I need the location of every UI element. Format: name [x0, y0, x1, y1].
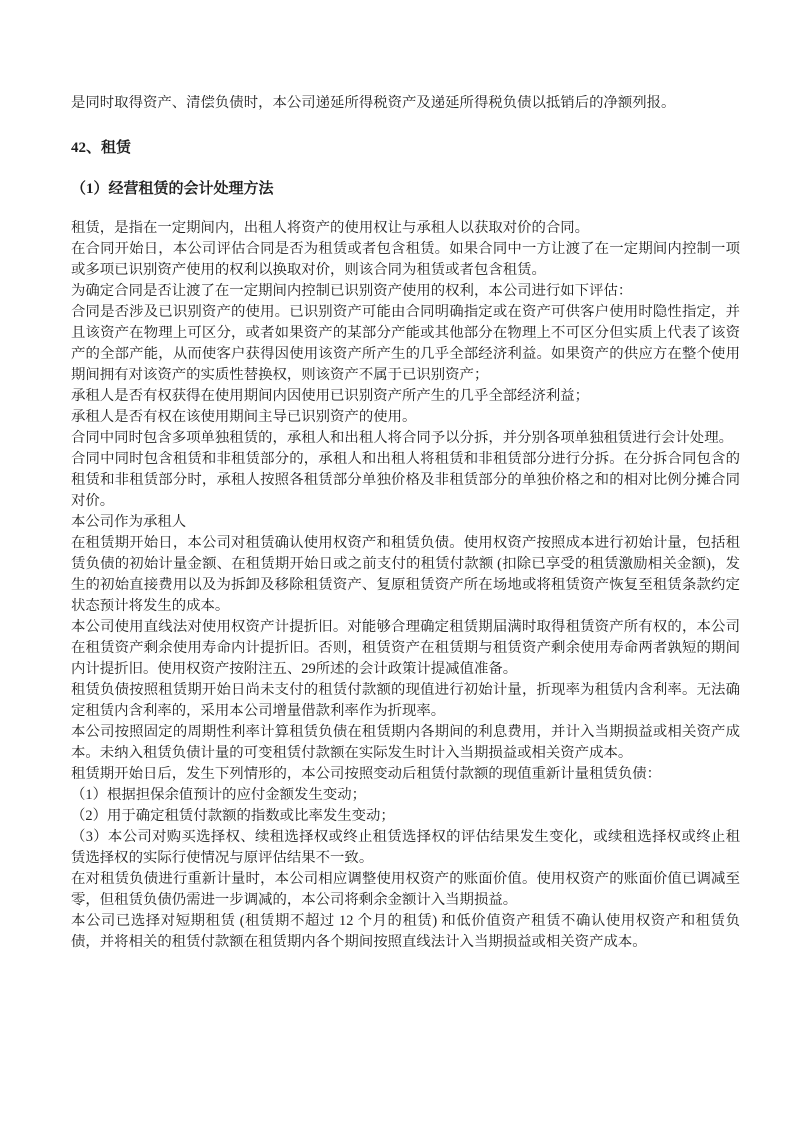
- body-paragraph: 本公司已选择对短期租赁 (租赁期不超过 12 个月的租赁) 和低价值资产租赁不确认使用权资产和租赁负债，并将相关的租赁付款额在租赁期内各个期间按照直线法计入当期损益或相关资产成本。: [71, 913, 740, 950]
- intro-paragraph: 是同时取得资产、清偿负债时，本公司递延所得税资产及递延所得税负债以抵销后的净额列报。: [71, 95, 676, 111]
- body-paragraph: 本公司按照固定的周期性利率计算租赁负债在租赁期内各期间的利息费用，并计入当期损益或相关资产成本。未纳入租赁负债计量的可变租赁付款额在实际发生时计入当期损益或相关资产成本。: [71, 724, 740, 761]
- body-paragraph: 本公司作为承租人: [71, 514, 187, 530]
- body-paragraph: （1）根据担保余值预计的应付金额发生变动；: [71, 787, 367, 803]
- page-content: [71, 93, 740, 953]
- body-paragraph: 合同是否涉及已识别资产的使用。已识别资产可能由合同明确指定或在资产可供客户使用时隐性指定，并且该资产在物理上可区分，或者如果资产的某部分产能或其他部分在物理上不可区分但实质上代表了该资产的全部产能，从而使客户获得因使用该资产所产生的几乎全部经济利益。如果资产的供应方在整个使用期间拥有对该资产的实质性替换权，则该资产不属于已识别资产；: [71, 304, 740, 383]
- section-heading: 42、租赁: [71, 140, 132, 156]
- subsection-heading: （1）经营租赁的会计处理方法: [71, 181, 274, 197]
- section-body: [71, 218, 740, 953]
- body-paragraph: 在租赁期开始日，本公司对租赁确认使用权资产和租赁负债。使用权资产按照成本进行初始计量，包括租赁负债的初始计量金额、在租赁期开始日或之前支付的租赁付款额 (扣除已享受的租赁激励相关金额)，发生的初始直接费用以及为拆卸及移除租赁资产、复原租赁资产所在场地或将租赁资产恢复至租赁条款约定状态预计将发生的成本。: [71, 535, 740, 614]
- body-paragraph: 在合同开始日，本公司评估合同是否为租赁或者包含租赁。如果合同中一方让渡了在一定期间内控制一项或多项已识别资产使用的权利以换取对价，则该合同为租赁或者包含租赁。: [71, 241, 740, 278]
- body-paragraph: 租赁负债按照租赁期开始日尚未支付的租赁付款额的现值进行初始计量，折现率为租赁内含利率。无法确定租赁内含利率的，采用本公司增量借款利率作为折现率。: [71, 682, 740, 719]
- body-paragraph: 租赁期开始日后，发生下列情形的，本公司按照变动后租赁付款额的现值重新计量租赁负债：: [71, 766, 662, 782]
- body-paragraph: 合同中同时包含多项单独租赁的，承租人和出租人将合同予以分拆，并分别各项单独租赁进行会计处理。: [71, 430, 733, 446]
- body-paragraph: 租赁，是指在一定期间内，出租人将资产的使用权让与承租人以获取对价的合同。: [71, 220, 590, 236]
- body-paragraph: 合同中同时包含租赁和非租赁部分的，承租人和出租人将租赁和非租赁部分进行分拆。在分拆合同包含的租赁和非租赁部分时，承租人按照各租赁部分单独价格及非租赁部分的单独价格之和的相对比例分摊合同对价。: [71, 451, 740, 509]
- body-paragraph: 承租人是否有权获得在使用期间内因使用已识别资产所产生的几乎全部经济利益；: [71, 388, 590, 404]
- body-paragraph: （2）用于确定租赁付款额的指数或比率发生变动；: [71, 808, 395, 824]
- body-paragraph: 在对租赁负债进行重新计量时，本公司相应调整使用权资产的账面价值。使用权资产的账面价值已调减至零，但租赁负债仍需进一步调减的，本公司将剩余金额计入当期损益。: [71, 871, 740, 908]
- body-paragraph: 本公司使用直线法对使用权资产计提折旧。对能够合理确定租赁期届满时取得租赁资产所有权的，本公司在租赁资产剩余使用寿命内计提折旧。否则，租赁资产在租赁期与租赁资产剩余使用寿命两者孰短的期间内计提折旧。使用权资产按附注五、29所述的会计政策计提减值准备。: [71, 619, 740, 677]
- body-paragraph: （3）本公司对购买选择权、续租选择权或终止租赁选择权的评估结果发生变化，或续租选择权或终止租赁选择权的实际行使情况与原评估结果不一致。: [71, 829, 740, 866]
- body-paragraph: 为确定合同是否让渡了在一定期间内控制已识别资产使用的权利，本公司进行如下评估：: [71, 283, 633, 299]
- body-paragraph: 承租人是否有权在该使用期间主导已识别资产的使用。: [71, 409, 417, 425]
